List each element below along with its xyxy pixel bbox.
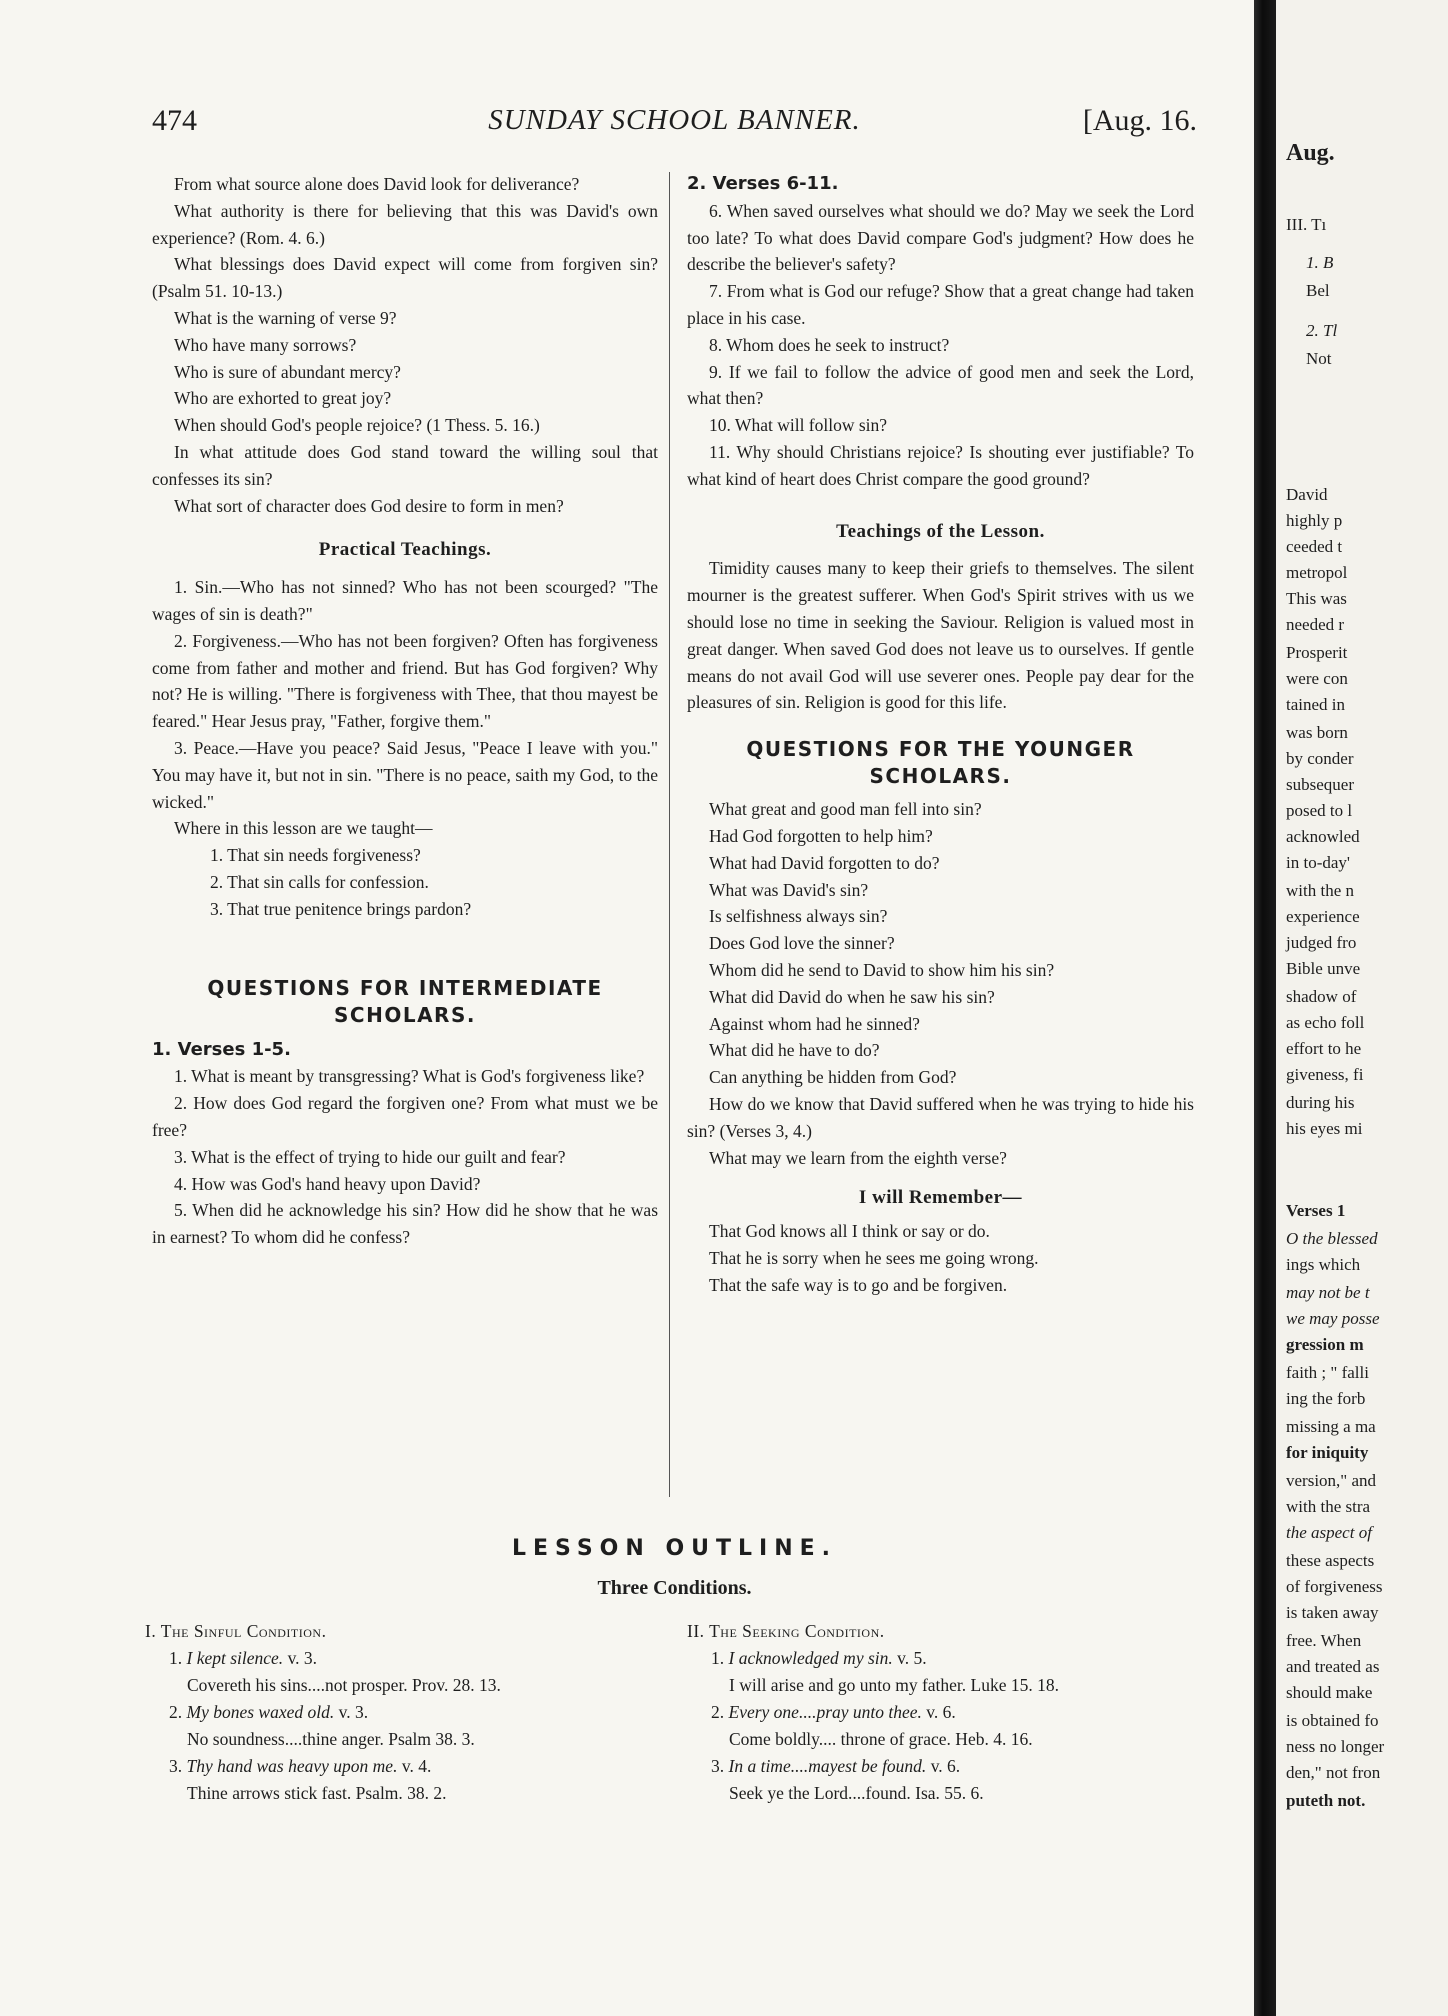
facing-page-line: with the n (1286, 881, 1354, 900)
question-paragraph: From what source alone does David look for deliverance? (174, 174, 580, 194)
facing-page-line: missing a ma (1286, 1417, 1376, 1436)
facing-page-line: with the stra (1286, 1497, 1371, 1516)
facing-page-line: 2. Tl (1306, 321, 1338, 340)
facing-page-line: we may posse (1286, 1309, 1380, 1328)
facing-page-line: highly p (1286, 511, 1343, 530)
facing-page-line: needed r (1286, 615, 1345, 634)
question-paragraph: What sort of character does God desire to form in men? (174, 495, 564, 516)
facing-page-line: were con (1286, 669, 1348, 688)
younger-question: Is selfishness always sin? (709, 906, 888, 927)
younger-question: What did he have to do? (709, 1040, 880, 1061)
practical-teachings-heading: Practical Teachings. (318, 539, 492, 561)
verses-question: 9. If we fail to follow the advice of good men and seek the Lord, what then? (687, 361, 1194, 409)
outline-right-heading: II. The Seeking Condition. (687, 1621, 885, 1641)
running-title: SUNDAY SCHOOL BANNER. (488, 104, 861, 136)
teachings-heading: Teachings of the Lesson. (836, 520, 1045, 542)
outline-right (687, 1618, 1207, 1807)
intermediate-question: 1. What is meant by transgressing? What is God's forgiveness like? (174, 1066, 645, 1087)
facing-page-line: should make (1286, 1683, 1373, 1702)
left-column (152, 171, 658, 1251)
facing-page-line: ceeded t (1286, 537, 1343, 556)
taught-item: 3. That true penitence brings pardon? (210, 898, 472, 919)
younger-question: Does God love the sinner? (709, 933, 895, 954)
question-paragraph: In what attitude does God stand toward the willing soul that confesses its sin? (152, 441, 658, 489)
facing-page-line: of forgiveness (1286, 1577, 1383, 1596)
facing-page-line: may not be t (1286, 1283, 1370, 1302)
facing-page-line: Prosperit (1286, 643, 1348, 662)
intermediate-question: 4. How was God's hand heavy upon David? (174, 1173, 481, 1194)
question-paragraph: Who is sure of abundant mercy? (174, 361, 401, 382)
outline-item: 1. I kept silence. v. 3. (169, 1648, 318, 1668)
verses-6-11-heading: 2. Verses 6-11. (687, 173, 839, 194)
facing-page-line: effort to he (1286, 1039, 1362, 1058)
facing-page-line: the aspect of (1286, 1523, 1372, 1542)
facing-page-line: 1. B (1306, 253, 1334, 272)
facing-page-line: David (1286, 485, 1328, 504)
verses-question: 8. Whom does he seek to instruct? (709, 334, 950, 355)
facing-page-line: Bible unve (1286, 959, 1361, 978)
verses-question: 10. What will follow sin? (709, 415, 888, 436)
facing-page-line: and treated as (1286, 1657, 1380, 1676)
outline-left (145, 1618, 665, 1807)
younger-question: How do we know that David suffered when he was trying to hide his sin? (Verses 3, 4.) (687, 1093, 1194, 1141)
facing-page-line: Bel (1306, 281, 1330, 300)
younger-question: Can anything be hidden from God? (709, 1067, 957, 1088)
facing-page-line: III. Tı (1286, 215, 1327, 234)
facing-page-line: shadow of (1286, 987, 1357, 1006)
verses-question: 11. Why should Christians rejoice? Is shouting ever justifiable? To what kind of heart does Christ compare the good ground? (687, 441, 1194, 489)
page-number: 474 (152, 104, 197, 137)
younger-heading-line2: SCHOLARS. (869, 764, 1012, 789)
facing-page-line: Not (1306, 349, 1332, 368)
verses-question: 6. When saved ourselves what should we do? May we seek the Lord too late? To what does David compare God's judgment? How does he describe the believer's safety? (687, 200, 1194, 275)
book-binding-gutter (1254, 0, 1276, 2016)
outline-item: 3. In a time....mayest be found. v. 6. (711, 1756, 961, 1776)
question-paragraphs (152, 171, 658, 519)
question-paragraph: What authority is there for believing that this was David's own experience? (Rom. 4. 6.) (152, 200, 658, 248)
facing-page-line: judged fro (1286, 933, 1357, 952)
question-paragraph: What is the warning of verse 9? (174, 307, 397, 328)
facing-page-line: Verses 1 (1286, 1201, 1346, 1220)
facing-page-line: his eyes mi (1286, 1119, 1363, 1138)
facing-page-line: for iniquity (1286, 1443, 1369, 1462)
younger-heading-line1: QUESTIONS FOR THE YOUNGER (746, 737, 1135, 762)
outline-cross-ref: I will arise and go unto my father. Luke 15. 18. (729, 1675, 1059, 1695)
outline-item: 2. Every one....pray unto thee. v. 6. (711, 1702, 956, 1722)
intermediate-question: 2. How does God regard the forgiven one? From what must we be free? (152, 1093, 658, 1140)
remember-line: That God knows all I think or say or do. (709, 1221, 990, 1242)
page-date: [Aug. 16. (1082, 104, 1197, 137)
facing-page-line: subsequer (1286, 775, 1354, 794)
younger-question: What great and good man fell into sin? (709, 799, 982, 820)
facing-page-line: free. When (1286, 1631, 1362, 1650)
taught-item: 2. That sin calls for confession. (210, 871, 429, 892)
intermediate-heading-line2: SCHOLARS. (334, 1002, 476, 1027)
intermediate-question: 5. When did he acknowledge his sin? How did he show that he was in earnest? To whom did he confess? (152, 1200, 658, 1248)
facing-page-line: was born (1286, 723, 1348, 742)
facing-page-line: experience (1286, 907, 1360, 926)
question-paragraph: What blessings does David expect will come from forgiven sin? (Psalm 51. 10-13.) (152, 254, 658, 302)
facing-page-line: ings which (1286, 1255, 1361, 1274)
facing-page-line: This was (1286, 589, 1347, 608)
practical-sin: 1. Sin.—Who has not sinned? Who has not been scourged? "The wages of sin is death?" (152, 577, 658, 624)
facing-page-line: is taken away (1286, 1603, 1379, 1622)
outline-item: 2. My bones waxed old. v. 3. (169, 1702, 369, 1722)
outline-left-heading: I. The Sinful Condition. (145, 1621, 327, 1641)
question-paragraph: When should God's people rejoice? (1 Thess. 5. 16.) (174, 415, 540, 436)
facing-page-line: metropol (1286, 563, 1348, 582)
younger-question: What had David forgotten to do? (709, 852, 940, 873)
facing-page-line: posed to l (1286, 801, 1353, 820)
practical-peace: 3. Peace.—Have you peace? Said Jesus, "Peace I leave with you." You may have it, but not in sin. "There is no peace, saith my God, to the wicked." (152, 737, 658, 812)
facing-page-line: faith ; " falli (1286, 1363, 1369, 1382)
younger-question: What was David's sin? (709, 879, 869, 900)
younger-question: What may we learn from the eighth verse? (709, 1147, 1007, 1168)
question-paragraph: Who are exhorted to great joy? (174, 388, 392, 409)
teachings-paragraph: Timidity causes many to keep their griefs to themselves. The silent mourner is the greatest sufferer. When God's Spirit strives with us we should lose no time in seeking the Saviour. Religion is valued most in great danger. When saved God does not leave us to ourselves. If gentle means do not avail God will use severer ones. People pay dear for the pleasures of sin. Religion is good for this life. (687, 558, 1194, 713)
outline-item: 1. I acknowledged my sin. v. 5. (711, 1648, 927, 1668)
outline-item: 3. Thy hand was heavy upon me. v. 4. (169, 1756, 432, 1776)
intermediate-heading-line1: QUESTIONS FOR INTERMEDIATE (207, 975, 603, 1000)
facing-page-line: giveness, fi (1286, 1065, 1364, 1084)
question-paragraph: Who have many sorrows? (174, 334, 357, 355)
taught-intro: Where in this lesson are we taught— (174, 818, 433, 839)
facing-page-line: den," not fron (1286, 1763, 1381, 1782)
remember-line: That he is sorry when he sees me going wrong. (709, 1247, 1039, 1268)
facing-page-line: gression m (1286, 1335, 1364, 1354)
remember-heading: I will Remember— (858, 1187, 1023, 1209)
facing-page-line: these aspects (1286, 1551, 1375, 1570)
facing-page-line: ness no longer (1286, 1737, 1385, 1756)
facing-page-line: during his (1286, 1093, 1355, 1112)
younger-question: Against whom had he sinned? (709, 1013, 920, 1034)
facing-page-line: in to-day' (1286, 853, 1350, 872)
facing-page-line: puteth not. (1286, 1791, 1366, 1810)
facing-page-line: by conder (1286, 749, 1354, 768)
facing-page-fragment (1276, 0, 1448, 2016)
facing-page-line: acknowled (1286, 827, 1360, 846)
outline-cross-ref: Seek ye the Lord....found. Isa. 55. 6. (729, 1783, 984, 1803)
outline-cross-ref: Covereth his sins....not prosper. Prov. 28. 13. (187, 1675, 501, 1695)
facing-page-line: Aug. (1286, 140, 1335, 166)
lesson-outline-subtitle: Three Conditions. (597, 1577, 752, 1599)
outline-cross-ref: Come boldly.... throne of grace. Heb. 4. 16. (729, 1729, 1033, 1749)
facing-page-line: version," and (1286, 1471, 1377, 1490)
intermediate-question: 3. What is the effect of trying to hide our guilt and fear? (174, 1146, 566, 1167)
lesson-outline-heading: LESSON OUTLINE. (511, 1536, 838, 1561)
verses-question: 7. From what is God our refuge? Show that a great change had taken place in his case. (687, 281, 1194, 328)
page-header (152, 104, 1197, 144)
facing-page-line: tained in (1286, 695, 1346, 714)
remember-line: That the safe way is to go and be forgiven. (709, 1274, 1008, 1295)
practical-forgiveness: 2. Forgiveness.—Who has not been forgiven? Often has forgiveness come from father and mother and friend. But has God forgiven? Why not? He is willing. "There is forgiveness with Thee, that thou mayest be feared." Hear Jesus pray, "Father, forgive them." (152, 630, 658, 732)
facing-page-line: ing the forb (1286, 1389, 1366, 1408)
younger-question: Whom did he send to David to show him his sin? (709, 959, 1055, 980)
verses-1-5-heading: 1. Verses 1-5. (152, 1038, 291, 1060)
facing-page-line: is obtained fo (1286, 1711, 1379, 1730)
taught-item: 1. That sin needs forgiveness? (210, 845, 421, 866)
right-column (687, 171, 1194, 1298)
outline-cross-ref: Thine arrows stick fast. Psalm. 38. 2. (187, 1783, 447, 1803)
facing-page-line: as echo foll (1286, 1013, 1365, 1032)
outline-cross-ref: No soundness....thine anger. Psalm 38. 3. (187, 1729, 475, 1749)
younger-question: What did David do when he saw his sin? (709, 986, 995, 1007)
column-divider (669, 172, 670, 1497)
facing-page-line: O the blessed (1286, 1229, 1378, 1248)
younger-question: Had God forgotten to help him? (709, 825, 933, 846)
